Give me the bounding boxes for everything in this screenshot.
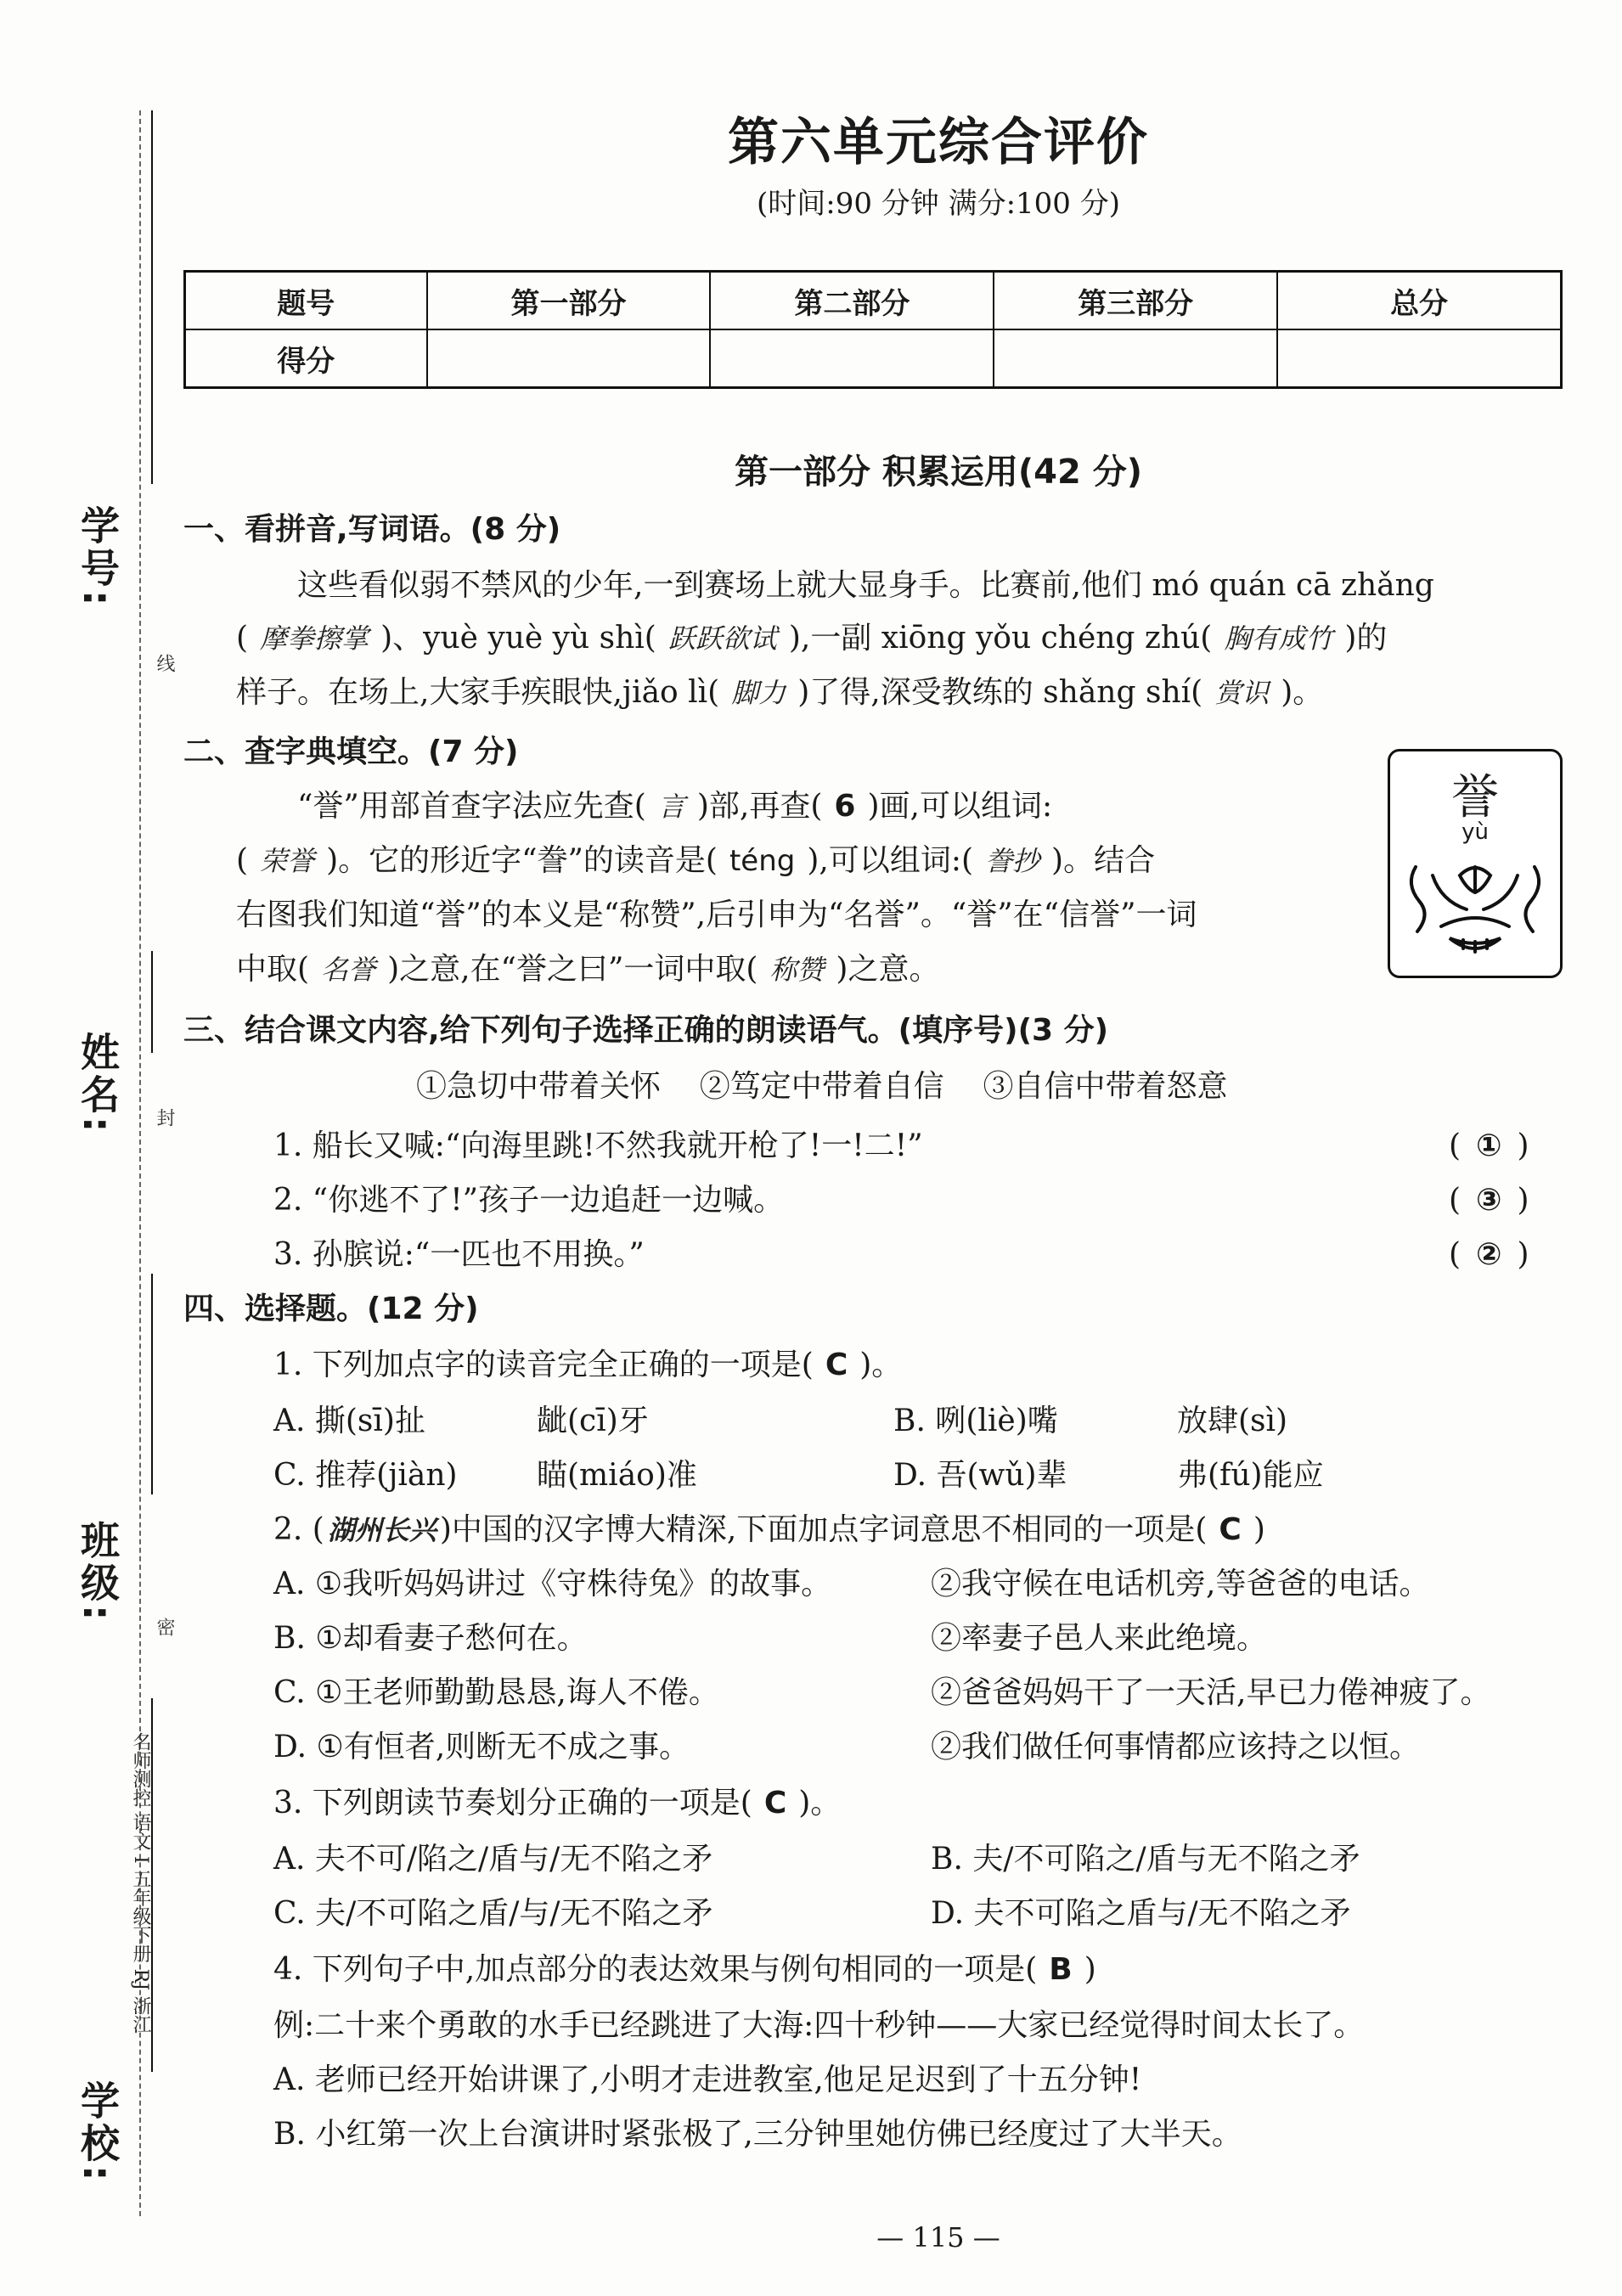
score-cell-part1[interactable] <box>427 329 711 388</box>
xingming-underline <box>151 951 153 1053</box>
q2-line4 <box>236 944 1367 995</box>
q1-l2-a: ( <box>236 621 249 656</box>
dict-char: 誉 <box>1451 770 1499 825</box>
cut-mark-xian: 线 <box>154 654 175 672</box>
q1-l2-c: ),一副 xiōng yǒu chéng zhú( <box>788 621 1213 656</box>
score-header-total: 总分 <box>1277 272 1561 330</box>
q3-answer-3: ② <box>1476 1237 1502 1272</box>
q1-line1: 这些看似弱不禁风的少年,一到赛场上就大显身手。比赛前,他们 mó quán cā zhǎng <box>297 568 1434 603</box>
q1-title: 一、看拼音,写词语。(8 分) <box>183 512 561 547</box>
score-cell-part2[interactable] <box>710 329 994 388</box>
q4-2-option-a2: ②我守候在电话机旁,等爸爸的电话。 <box>931 1567 1430 1601</box>
q4-1-option-c1: C. 推荐(jiàn) <box>273 1458 458 1493</box>
cut-mark-feng: 封 <box>154 1108 175 1127</box>
praise-glyph-icon <box>1390 850 1560 977</box>
q4-2-stem-b: )中国的汉字博大精深,下面加点字词意思不相同的一项是( <box>439 1512 1208 1547</box>
page-subtitle: (时间:90 分钟 满分:100 分) <box>756 187 1121 221</box>
xuexiao-underline <box>151 1698 153 2072</box>
q3-item-3: 3. 孙膑说:“一匹也不用换。” <box>273 1237 645 1272</box>
q1-answer-3: 胸有成竹 <box>1224 622 1333 655</box>
q4-2-option-c2: ②爸爸妈妈干了一天活,早已力倦神疲了。 <box>931 1675 1491 1710</box>
page-title: 第六单元综合评价 <box>728 113 1149 172</box>
q3-paren-open-3: ( <box>1449 1237 1461 1272</box>
q4-4-option-a: A. 老师已经开始讲课了,小明才走进教室,他足足迟到了十五分钟! <box>273 2062 1142 2097</box>
q3-paren-3 <box>1449 1230 1529 1280</box>
q4-2-option-a1: A. ①我听妈妈讲过《守株待兔》的故事。 <box>273 1567 832 1601</box>
xuexiao-label: 学校: <box>75 2080 121 2185</box>
q1-line3 <box>236 667 1563 718</box>
q4-2-option-d2: ②我们做任何事情都应该持之以恒。 <box>931 1730 1421 1764</box>
q3-item-1: 1. 船长又喊:“向海里跳!不然我就开枪了!一!二!” <box>273 1128 923 1163</box>
score-table-header-row <box>185 272 1562 330</box>
q1-answer-5: 赏识 <box>1214 677 1270 709</box>
q3-item-2: 2. “你逃不了!”孩子一边追赶一边喊。 <box>273 1183 785 1218</box>
q3-options: ①急切中带着关怀 ②笃定中带着自信 ③自信中带着怒意 <box>416 1069 1228 1104</box>
q4-4-stem <box>273 1944 1563 1995</box>
q4-2-stem-c: ) <box>1253 1512 1265 1547</box>
q2-line2 <box>236 836 1367 886</box>
q2-l2-a: ( <box>236 843 249 878</box>
score-cell-part3[interactable] <box>994 329 1277 388</box>
q2-l2-b: )。它的形近字“誊”的读音是( <box>326 843 718 878</box>
q4-2-option-b2: ②率妻子邑人来此绝境。 <box>931 1621 1268 1656</box>
q2-l4-b: )之意,在“誉之曰”一词中取( <box>387 952 758 987</box>
score-header-tihao: 题号 <box>185 272 427 330</box>
q2-l1-a: “誉”用部首查字法应先查( <box>297 789 646 824</box>
score-header-part3: 第三部分 <box>994 272 1277 330</box>
book-info: 名师测控 语文 I 五年级下册 RJ 浙江 <box>130 1732 151 2034</box>
q3-answer-2: ③ <box>1476 1183 1502 1218</box>
q2-title: 二、查字典填空。(7 分) <box>183 734 519 769</box>
q2-line1 <box>297 781 1367 832</box>
score-row-label: 得分 <box>185 329 427 388</box>
q2-line3: 右图我们知道“誉”的本义是“称赞”,后引申为“名誉”。“誉”在“信誉”一词 <box>236 898 1197 932</box>
q1-l2-d: )的 <box>1344 621 1388 656</box>
q1-answer-4: 脚力 <box>731 677 786 709</box>
q4-2-option-c1: C. ①王老师勤勤恳恳,诲人不倦。 <box>273 1675 719 1710</box>
q3-paren-close-3: ) <box>1517 1237 1529 1272</box>
q2-l1-b: )部,再查( <box>696 789 823 824</box>
cut-mark-mi: 密 <box>154 1618 175 1636</box>
page-number: — 115 — <box>876 2221 1000 2254</box>
q4-1-option-b1: B. 咧(liè)嘴 <box>893 1404 1058 1438</box>
score-cell-total[interactable] <box>1277 329 1561 388</box>
q4-1-option-b2: 放肆(sì) <box>1177 1404 1288 1438</box>
q2-answer-5: 誊抄 <box>985 845 1040 877</box>
q4-1-stem-b: )。 <box>859 1348 903 1382</box>
q3-paren-close-1: ) <box>1517 1128 1529 1163</box>
score-table <box>183 270 1563 389</box>
q2-l2-c: ),可以组词:( <box>807 843 974 878</box>
q4-3-stem <box>273 1778 1563 1829</box>
q3-paren-close-2: ) <box>1517 1183 1529 1218</box>
q4-3-option-c: C. 夫/不可陷之盾/与/无不陷之矛 <box>273 1896 713 1931</box>
q4-2-stem <box>273 1505 1563 1556</box>
q3-paren-1 <box>1449 1121 1529 1172</box>
banji-underline <box>151 1274 153 1494</box>
q3-paren-open-2: ( <box>1449 1183 1461 1218</box>
q3-title: 三、结合课文内容,给下列句子选择正确的朗读语气。(填序号)(3 分) <box>183 1013 1109 1048</box>
xuehao-label: 学号: <box>75 505 121 610</box>
q3-paren-2 <box>1449 1175 1529 1226</box>
q2-l4-a: 中取( <box>236 952 310 987</box>
q2-answer-4: téng <box>729 844 796 878</box>
q4-2-option-d1: D. ①有恒者,则断无不成之事。 <box>273 1730 690 1764</box>
q1-l3-a: 样子。在场上,大家手疾眼快,jiǎo lì( <box>236 675 720 710</box>
score-table-score-row <box>185 329 1562 388</box>
q4-4-stem-b: ) <box>1084 1952 1096 1987</box>
dictionary-illustration <box>1388 749 1563 978</box>
q4-3-stem-b: )。 <box>798 1786 842 1820</box>
q4-1-stem <box>273 1340 1563 1391</box>
q4-1-answer: C <box>825 1348 848 1382</box>
q4-3-stem-a: 3. 下列朗读节奏划分正确的一项是( <box>273 1786 752 1820</box>
q4-1-option-d2: 弗(fú)能应 <box>1177 1458 1324 1493</box>
q2-answer-2: 6 <box>834 789 856 824</box>
q2-answer-1: 言 <box>657 791 685 823</box>
q4-4-answer: B <box>1049 1952 1073 1987</box>
q4-3-option-d: D. 夫不可陷之盾与/无不陷之矛 <box>931 1896 1351 1931</box>
dict-pinyin: yù <box>1461 819 1489 845</box>
q4-4-option-b: B. 小红第一次上台演讲时紧张极了,三分钟里她仿佛已经度过了大半天。 <box>273 2117 1242 2152</box>
q4-1-option-d1: D. 吾(wǔ)辈 <box>893 1458 1067 1493</box>
q4-4-example: 例:二十来个勇敢的水手已经跳进了大海:四十秒钟——大家已经觉得时间太长了。 <box>273 2008 1365 2043</box>
banji-label: 班级: <box>75 1520 121 1624</box>
q2-answer-7: 称赞 <box>769 954 825 986</box>
q2-answer-3: 荣誉 <box>260 845 315 877</box>
q4-1-option-a1: A. 撕(sī)扯 <box>273 1404 425 1438</box>
score-header-part1: 第一部分 <box>427 272 711 330</box>
q4-3-option-b: B. 夫/不可陷之/盾与无不陷之矛 <box>931 1842 1360 1877</box>
part1-title: 第一部分 积累运用(42 分) <box>734 453 1143 492</box>
q4-2-answer: C <box>1219 1512 1242 1547</box>
q1-answer-2: 跃跃欲试 <box>667 622 777 655</box>
q4-3-answer: C <box>763 1786 787 1820</box>
q2-l1-c: )画,可以组词: <box>867 789 1053 824</box>
q4-1-stem-a: 1. 下列加点字的读音完全正确的一项是( <box>273 1348 814 1382</box>
xingming-label: 姓名: <box>75 1032 121 1136</box>
q4-4-stem-a: 4. 下列句子中,加点部分的表达效果与例句相同的一项是( <box>273 1952 1038 1987</box>
q3-answer-1: ① <box>1476 1128 1502 1163</box>
q4-2-stem-a: 2. ( <box>273 1512 324 1547</box>
q1-line2 <box>236 613 1563 664</box>
q1-l3-c: )。 <box>1281 675 1324 710</box>
q4-3-option-a: A. 夫不可/陷之/盾与/无不陷之矛 <box>273 1842 713 1877</box>
q4-1-option-c2: 瞄(miáo)准 <box>537 1458 697 1493</box>
q3-paren-open-1: ( <box>1449 1128 1461 1163</box>
q1-answer-1: 摩拳擦掌 <box>260 622 369 655</box>
q2-l2-d: )。结合 <box>1051 843 1156 878</box>
q4-title: 四、选择题。(12 分) <box>183 1292 479 1326</box>
q2-answer-6: 名誉 <box>321 954 376 986</box>
score-header-part2: 第二部分 <box>710 272 994 330</box>
q4-2-option-b1: B. ①却看妻子愁何在。 <box>273 1621 588 1656</box>
q2-l4-c: )之意。 <box>836 952 940 987</box>
q4-1-option-a2: 龇(cī)牙 <box>537 1404 649 1438</box>
q1-l2-b: )、yuè yuè yù shì( <box>380 621 656 656</box>
q1-l3-b: )了得,深受教练的 shǎng shí( <box>797 675 1203 710</box>
q4-2-region: 湖州长兴 <box>327 1514 436 1546</box>
